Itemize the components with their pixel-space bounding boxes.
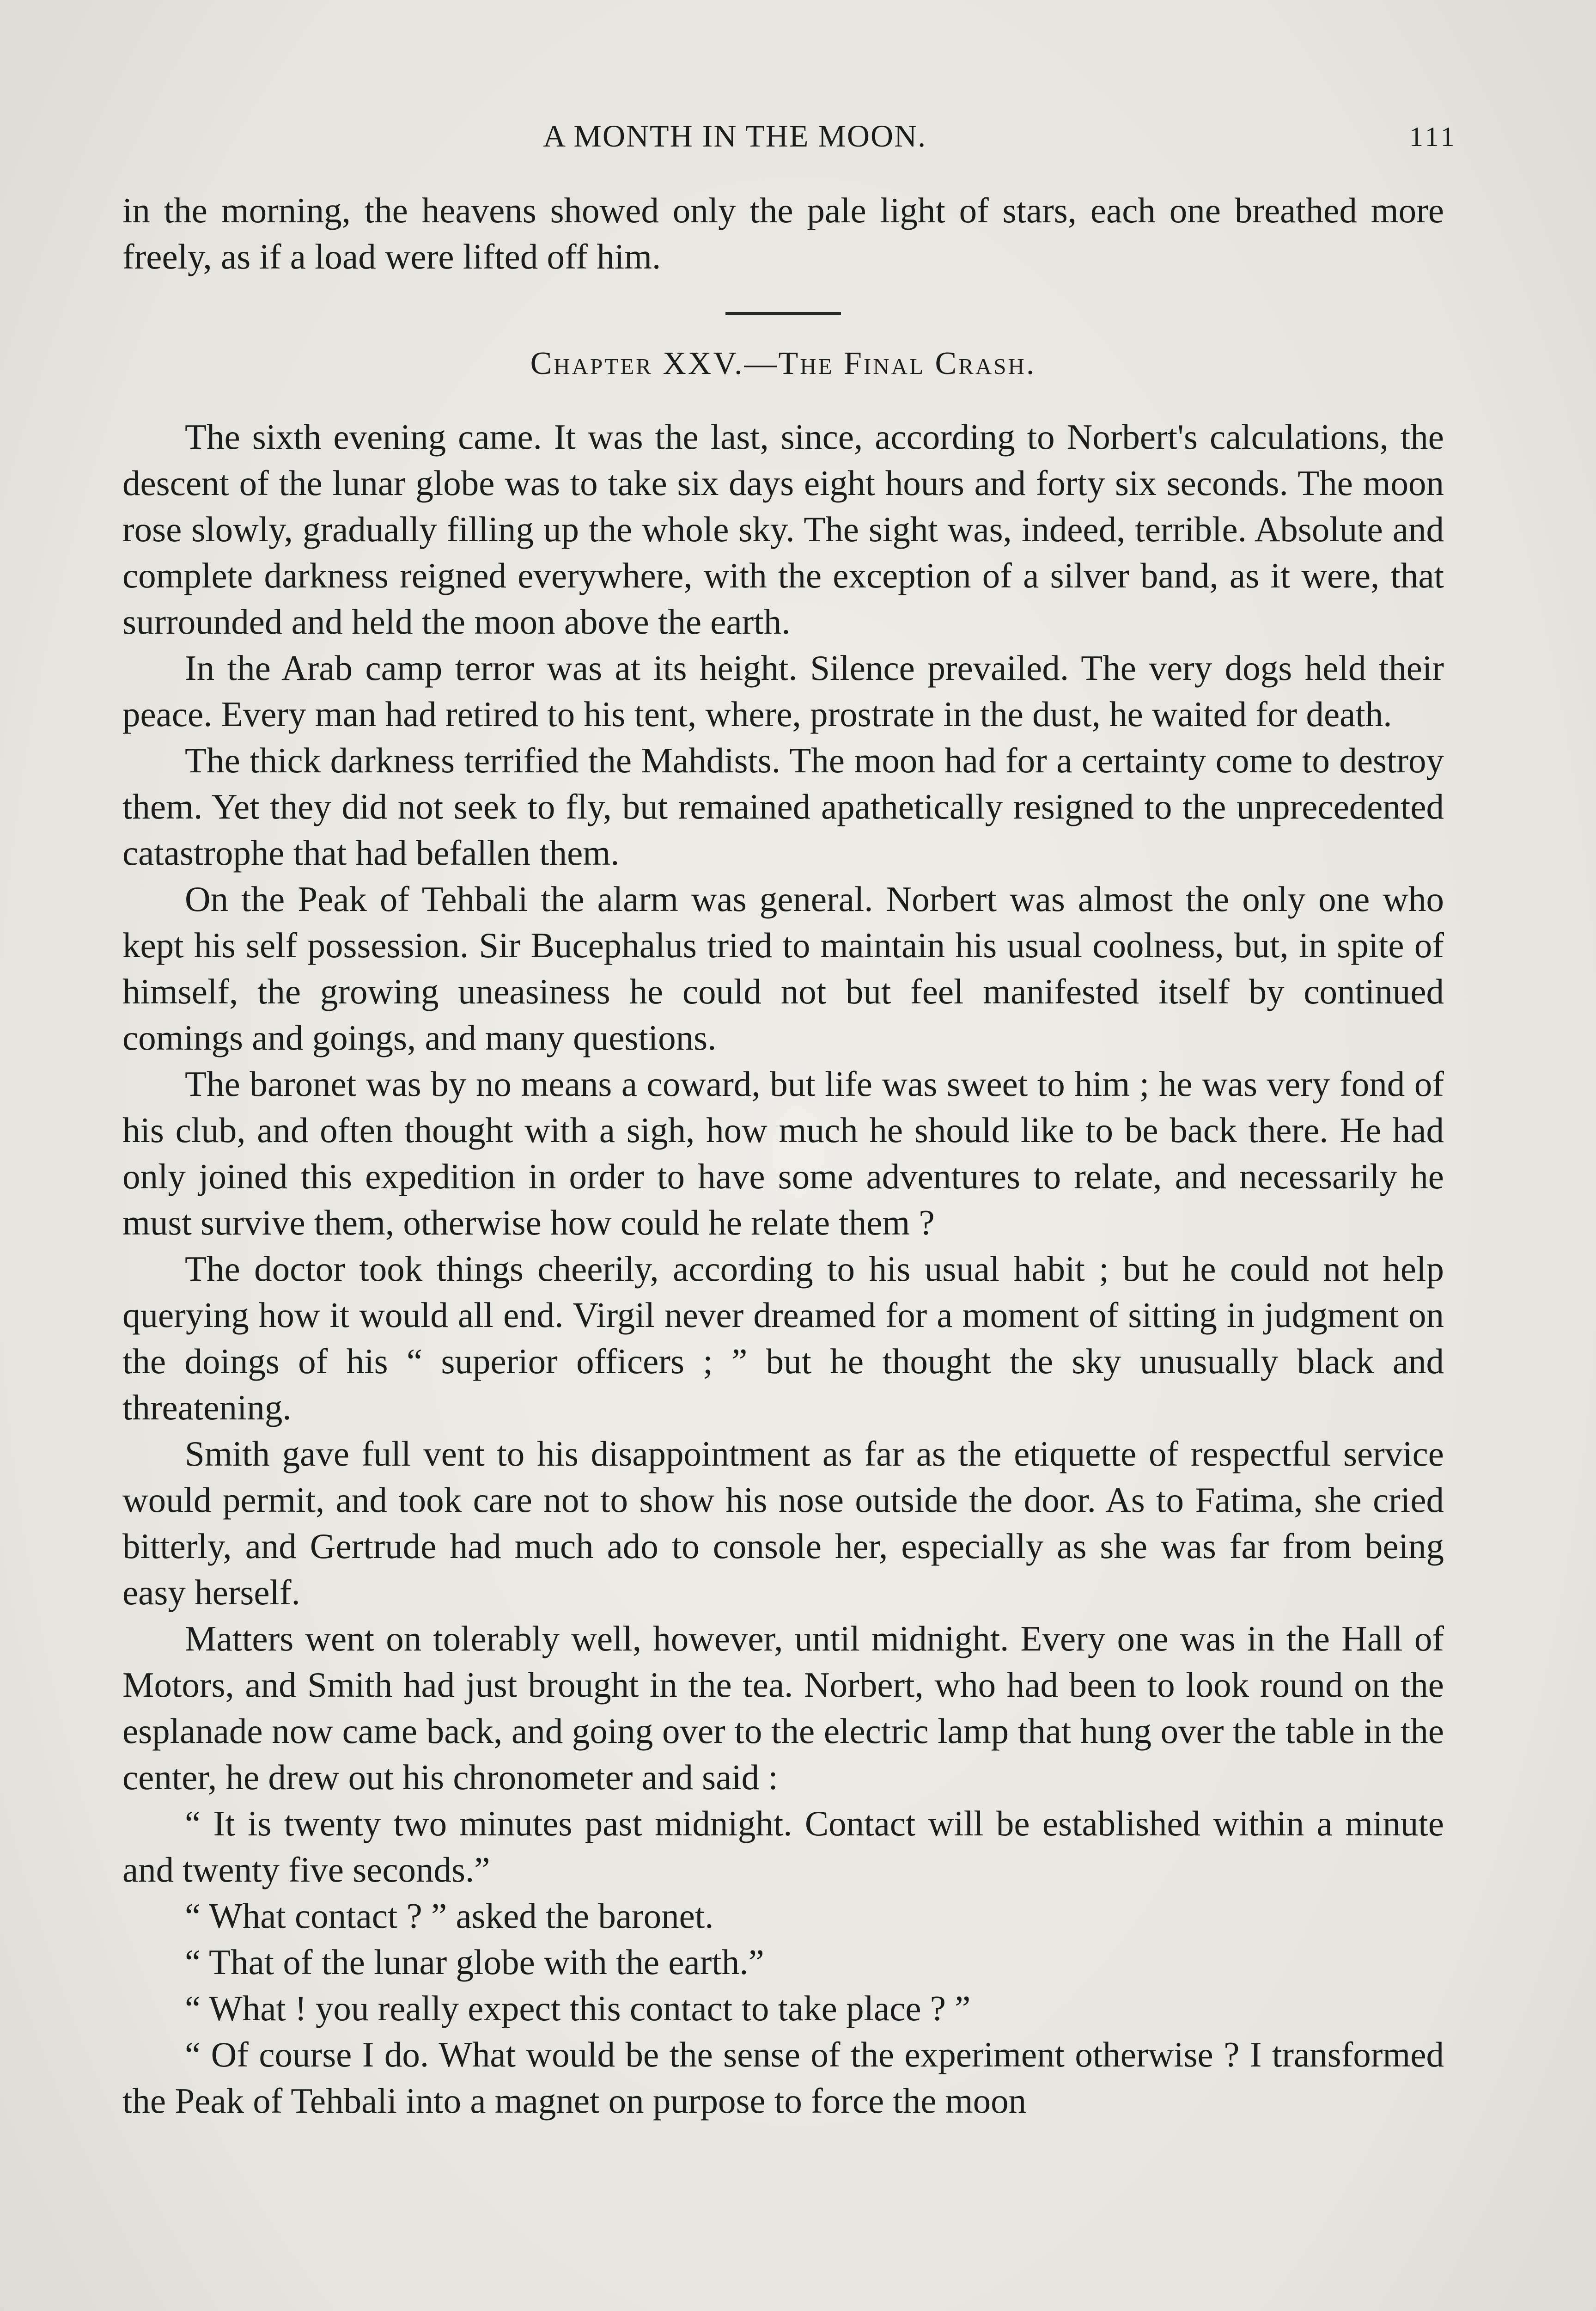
- paragraph: Smith gave full vent to his disappointment as far as the etiquette of respectful service would permit, and took care not to show his nose outside the door. As to Fatima, she cried bitterly, and Gertrude had much ado to console her, especially as she was far from being easy herself.: [122, 1434, 1444, 1612]
- paragraph: In the Arab camp terror was at its height. Silence prevailed. The very dogs held their peace. Every man had retired to his tent, where, prostrate in the dust, he waited for death.: [122, 648, 1444, 734]
- dialogue-line: “ What ! you really expect this contact to take place ? ”: [185, 1988, 971, 2028]
- paragraph: Matters went on tolerably well, however, until midnight. Every one was in the Hall of Motors, and Smith had just brought in the tea. Norbert, who had been to look round on the esplanade now came back, and going over to the electric lamp that hung over the table in the center, he drew out his chronometer and said :: [122, 1619, 1444, 1797]
- opening-paragraph: in the morning, the heavens showed only the pale light of stars, each one breathed more freely, as if a load were lifted off him.: [122, 190, 1444, 276]
- paragraph: On the Peak of Tehbali the alarm was general. Norbert was almost the only one who kept his self possession. Sir Bucephalus tried to maintain his usual coolness, but, in spite of himself, the growing uneasiness he could not but feel manifested itself by continued comings and goings, and many questions.: [122, 879, 1444, 1058]
- section-divider: [725, 312, 841, 315]
- paragraph: The baronet was by no means a coward, but life was sweet to him ; he was very fond of his club, and often thought with a sigh, how much he should like to be back there. He had only joined this expedition in order to have some adventures to relate, and necessarily he must survive them, otherwise how could he relate them ?: [122, 1064, 1444, 1242]
- dialogue-line: “ That of the lunar globe with the earth.”: [185, 1942, 764, 1982]
- paragraph: The sixth evening came. It was the last, since, according to Norbert's calculations, the descent of the lunar globe was to take six days eight hours and forty six seconds. The moon rose slowly, gradually filling up the whole sky. The sight was, indeed, terrible. Absolute and complete darkness reigned everywhere, with the exception of a silver band, as it were, that surrounded and held the moon above the earth.: [122, 417, 1444, 642]
- dialogue-line: “ It is twenty two minutes past midnight. Contact will be established within a minute and twenty five seconds.”: [122, 1804, 1444, 1889]
- chapter-heading: Chapter XXV.—The Final Crash.: [530, 346, 1036, 381]
- running-title: A MONTH IN THE MOON.: [543, 118, 927, 153]
- paragraph: The doctor took things cheerily, according to his usual habit ; but he could not help querying how it would all end. Virgil never dreamed for a moment of sitting in judgment on the doings of his “ superior officers ; ” but he thought the sky unusually black and threatening.: [122, 1249, 1444, 1427]
- dialogue-line: “ What contact ? ” asked the baronet.: [185, 1896, 714, 1936]
- page-number: 111: [1409, 122, 1457, 152]
- body-text: [122, 187, 1444, 2124]
- dialogue-line: “ Of course I do. What would be the sense of the experiment otherwise ? I transformed the Peak of Tehbali into a magnet on purpose to force the moon: [122, 2035, 1444, 2121]
- paragraph: The thick darkness terrified the Mahdists. The moon had for a certainty come to destroy them. Yet they did not seek to fly, but remained apathetically resigned to the unprecedented catastrophe that had befallen them.: [122, 740, 1444, 873]
